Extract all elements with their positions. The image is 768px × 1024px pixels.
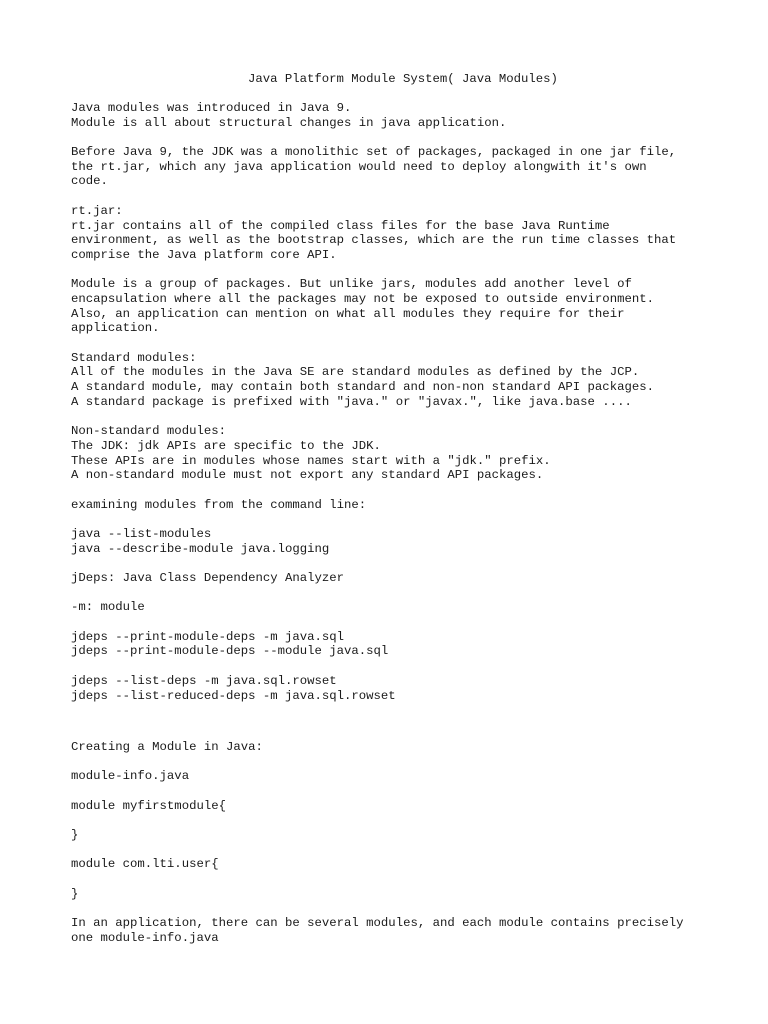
text-line: comprise the Java platform core API. (71, 247, 337, 262)
text-line: Module is a group of packages. But unlike jars, modules add another level of (71, 277, 632, 292)
document-title: Java Platform Module System( Java Modules) (248, 72, 558, 86)
text-line: A non-standard module must not export any standard API packages. (71, 468, 544, 483)
paragraph-jdeps (71, 571, 761, 586)
text-line: examining modules from the command line: (71, 497, 367, 512)
code-line: jdeps --print-module-deps -m java.sql (71, 629, 345, 644)
paragraph-intro (71, 101, 761, 130)
text-line: encapsulation where all the packages may not be exposed to outside environment. (71, 291, 654, 306)
text-line: Java modules was introduced in Java 9. (71, 101, 352, 115)
text-line: A standard package is prefixed with "java." or "javax.", like java.base .... (71, 394, 632, 409)
text-line: The JDK: jdk APIs are specific to the JDK. (71, 438, 381, 453)
code-line: module com.lti.user{ (71, 857, 219, 872)
text-line: -m: module (71, 600, 145, 615)
code-line: jdeps --list-deps -m java.sql.rowset (71, 673, 337, 688)
text-line: Also, an application can mention on what all modules they require for their (71, 306, 625, 321)
code-line: java --list-modules (71, 526, 212, 541)
code-module-myfirst-open (71, 799, 761, 814)
text-line: These APIs are in modules whose names start with a "jdk." prefix. (71, 453, 551, 468)
text-line: rt.jar: (71, 203, 123, 218)
text-line: code. (71, 174, 108, 189)
text-line: Standard modules: (71, 350, 197, 365)
text-line: In an application, there can be several modules, and each module contains precisely (71, 916, 684, 931)
text-line: A standard module, may contain both standard and non-non standard API packages. (71, 380, 654, 395)
paragraph-standard-modules (71, 351, 761, 410)
paragraph-non-standard-modules (71, 424, 761, 483)
code-java-commands (71, 527, 761, 556)
paragraph-rt-jar (71, 204, 761, 263)
text-line: Creating a Module in Java: (71, 739, 263, 754)
paragraph-conclusion (71, 916, 761, 945)
code-line: } (71, 886, 79, 901)
paragraph-module-info (71, 769, 761, 784)
code-line: jdeps --print-module-deps --module java.sql (71, 644, 389, 659)
code-line: java --describe-module java.logging (71, 541, 330, 556)
text-line: application. (71, 321, 160, 336)
code-jdeps-print (71, 630, 761, 659)
text-line: the rt.jar, which any java application would need to deploy alongwith it's own (71, 159, 647, 174)
code-line: } (71, 828, 79, 842)
paragraph-module-definition (71, 277, 761, 336)
code-jdeps-list (71, 674, 761, 703)
document-body (71, 101, 761, 960)
text-line: Module is all about structural changes in java application. (71, 115, 507, 130)
text-line: All of the modules in the Java SE are standard modules as defined by the JCP. (71, 365, 640, 380)
paragraph-before-java9 (71, 145, 761, 189)
code-module-user-open (71, 857, 761, 872)
code-module-myfirst-close (71, 828, 761, 843)
code-line: jdeps --list-reduced-deps -m java.sql.rowset (71, 688, 396, 703)
code-module-user-close (71, 887, 761, 902)
text-line: rt.jar contains all of the compiled class files for the base Java Runtime (71, 218, 610, 233)
text-line: jDeps: Java Class Dependency Analyzer (71, 571, 345, 585)
paragraph-m-option (71, 600, 761, 615)
paragraph-creating-module (71, 740, 761, 755)
text-line: one module-info.java (71, 930, 219, 945)
text-line: Non-standard modules: (71, 424, 226, 439)
text-line: Before Java 9, the JDK was a monolithic set of packages, packaged in one jar file, (71, 145, 677, 160)
spacer (71, 718, 761, 740)
text-line: environment, as well as the bootstrap classes, which are the run time classes that (71, 233, 677, 248)
code-line: module myfirstmodule{ (71, 798, 226, 813)
text-line: module-info.java (71, 769, 190, 784)
paragraph-examining (71, 498, 761, 513)
